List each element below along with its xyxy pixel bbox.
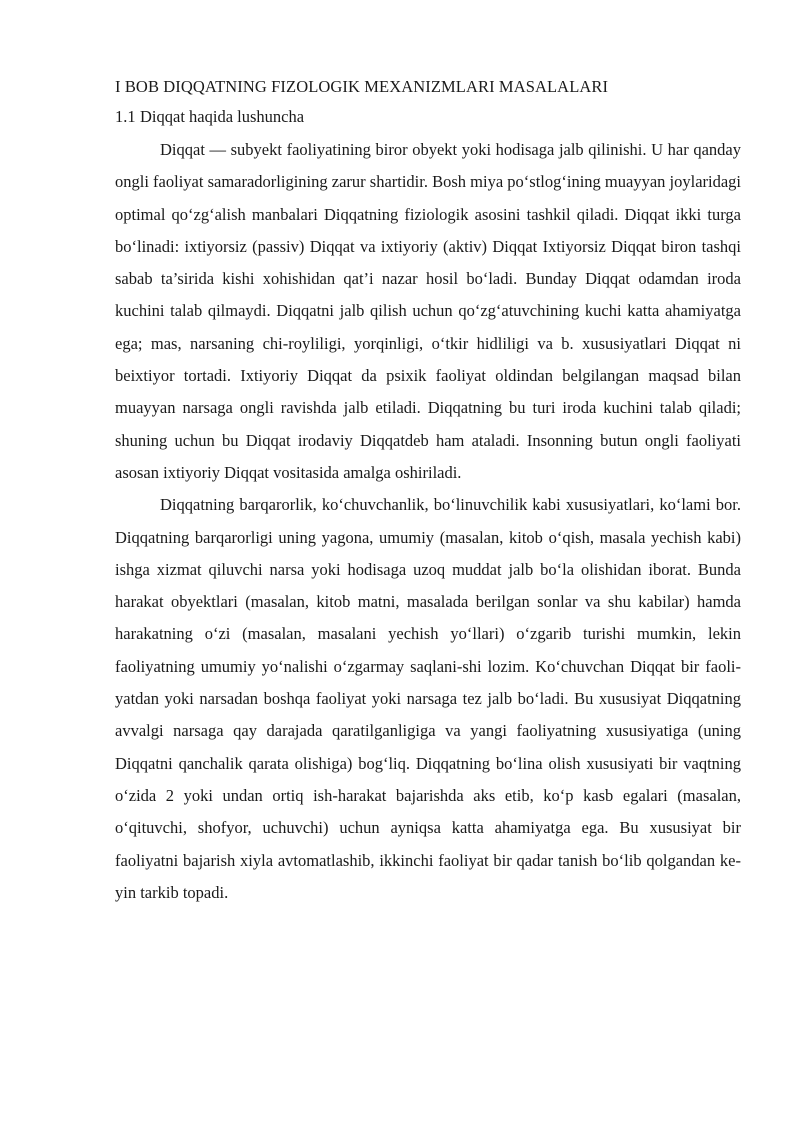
section-number: 1.1 [115, 107, 136, 126]
chapter-title: I BOB DIQQATNING FIZOLOGIK MEXANIZMLARI MASALALARI [115, 77, 609, 96]
body-paragraph-1: Diqqat — subyekt faoliyatining biror obyekt yoki hodisaga jalb qilinishi. U har qanday ongli faoliyat samaradorligining zarur shartidir. Bosh miya po‘stlog‘ining muayyan joylaridagi optimal qo‘zg‘alish manbalari Diqqatning fiziologik asosini tashkil qiladi. Diqqat ikki turga bo‘linadi: ixtiyorsiz (passiv) Diqqat va ixtiyoriy (aktiv) Diqqat Ixtiyorsiz Diqqat biron tashqi sabab ta’sirida kishi xohishidan qat’i nazar hosil bo‘ladi. Bunday Diqqat odamdan iroda kuchini talab qilmaydi. Diqqatni jalb qilish uchun qo‘zg‘atuvchining kuchi katta ahamiyatga ega; mas, narsaning chi-royliligi, yorqinligi, o‘tkir hidliligi va b. xususiyatlari Diqqat ni beixtiyor tortadi. Ixtiyoriy Diqqat da psixik faoliyat oldindan belgilangan maqsad bilan muayyan narsaga ongli ravishda jalb etiladi. Diqqatning bu turi iroda kuchini talab qiladi; shuning uchun bu Diqqat irodaviy Diqqatdeb ham ataladi. Insonning butun ongli faoliyati asosan ixtiyoriy Diqqat vositasida amalga oshiriladi. [115, 140, 741, 482]
body-paragraph-2: Diqqatning barqarorlik, ko‘chuvchanlik, bo‘linuvchilik kabi xususiyatlari, ko‘lami bor. Diqqatning barqarorligi uning yagona, umumiy (masalan, kitob o‘qish, masala yechish kabi) ishga xizmat qiluvchi narsa yoki hodisaga uzoq muddat jalb bo‘la olishidan iborat. Bunda harakat obyektlari (masalan, kitob matni, masalada berilgan sonlar va shu kabilar) hamda harakatning o‘zi (masalan, masalani yechish yo‘llari) o‘zgarib turishi mumkin, lekin faoliyatning umumiy yo‘nalishi o‘zgarmay saqlani-shi lozim. Ko‘chuvchan Diqqat bir faoli-yatdan yoki narsadan boshqa faoliyat yoki narsaga tez jalb bo‘ladi. Bu xususiyat Diqqatning avvalgi narsaga qay darajada qaratilganligiga va yangi faoliyatning xususiyatiga (uning Diqqatni qanchalik qarata olishiga) bog‘liq. Diqqatning bo‘lina olish xususiyati bir vaqtning o‘zida 2 yoki undan ortiq ish-harakat bajarishda aks etib, ko‘p kasb egalari (masalan, o‘qituvchi, shofyor, uchuvchi) uchun ayniqsa katta ahamiyatga ega. Bu xususiyat bir faoliyatni bajarish xiyla avtomatlashib, ikkinchi faoliyat bir qadar tanish bo‘lib qolgandan ke-yin tarkib topadi. [115, 495, 741, 902]
document-page [115, 76, 741, 909]
section-heading [115, 106, 741, 128]
section-title: Diqqat haqida lushuncha [140, 107, 305, 126]
